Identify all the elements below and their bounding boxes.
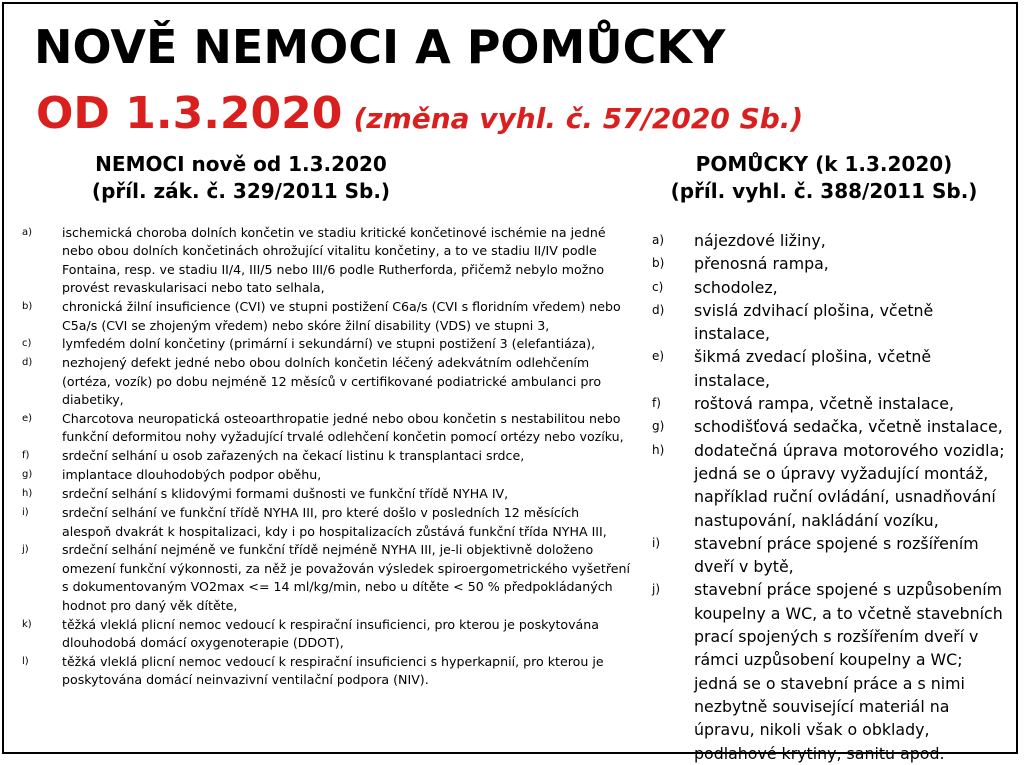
list-item-text: svislá zdvihací plošina, včetně instalace, xyxy=(694,300,934,344)
list-marker: d) xyxy=(22,357,33,369)
list-item xyxy=(22,298,632,335)
list-item-text: dodatečná úprava motorového vozidla; jedná se o úpravy vyžadující montáž, například ruční ovládání, usnadňování nastupování, nakládání vozíku, xyxy=(694,440,1005,530)
list-item-text: srdeční selhání nejméně ve funkční třídě nejméně NYHA III, je-li objektivně doloženo omezení funkční výkonnosti, za něž je považován výsledek spiroergometrického vyšetření s dokumentovaným VO2max <= 14 ml/kg/min, nebo u dítěte < 50 % předpokládaných hodnot pro daný věk dítěte, xyxy=(62,542,630,613)
list-item xyxy=(22,485,632,503)
list-item xyxy=(22,616,632,653)
list-item xyxy=(652,578,1007,764)
list-item-text: Charcotova neuropatická osteoarthropatie jedné nebo obou končetin s nestabilitou nebo funkční deformitou nohy vyžadující trvalé odlehčení končetin pomocí ortézy nebo vozíku, xyxy=(62,411,624,445)
diseases-list xyxy=(22,224,632,690)
list-item-text: šikmá zvedací plošina, včetně instalace, xyxy=(694,347,932,390)
list-item-text: těžká vleklá plicní nemoc vedoucí k respirační insuficienci, pro kterou je poskytována dlouhodobá domácí oxygenoterapie (DDOT), xyxy=(62,616,599,650)
list-item xyxy=(652,229,1007,252)
list-marker: i) xyxy=(652,535,661,550)
list-marker: g) xyxy=(652,419,665,434)
list-marker: f) xyxy=(652,396,661,411)
list-marker: i) xyxy=(22,507,29,519)
aids-heading-line2: (příl. vyhl. č. 388/2011 Sb.) xyxy=(670,179,978,203)
list-marker: j) xyxy=(22,544,29,556)
list-item xyxy=(22,504,632,541)
aids-list xyxy=(652,229,1007,765)
list-item-text: srdeční selhání s klidovými formami dušnosti ve funkční třídě NYHA IV, xyxy=(62,486,509,502)
list-marker: c) xyxy=(22,338,32,350)
list-marker: b) xyxy=(22,301,33,313)
list-item-text: ischemická choroba dolních končetin ve stadiu kritické končetinové ischémie na jedné nebo obou dolních končetinách ohrožující vitalitu končetiny, a to ve stadiu II/IV podle Fontaina, resp. ve stadiu II/4, III/5 nebo III/6 podle Rutherforda, přičemž nebylo možno provést revaskularisaci nebo tato selhala, xyxy=(62,225,606,296)
list-marker: e) xyxy=(652,349,665,364)
list-item-text: lymfedém dolní končetiny (primární i sekundární) ve stupni postižení 3 (elefantiáza), xyxy=(62,336,596,352)
list-item xyxy=(22,541,632,615)
list-item-text: nájezdové ližiny, xyxy=(694,231,826,250)
list-item xyxy=(652,252,1007,275)
list-marker: a) xyxy=(652,233,665,247)
list-item xyxy=(652,392,1007,415)
list-item xyxy=(22,410,632,447)
list-item xyxy=(652,345,1007,392)
diseases-heading-line1: NEMOCI nově od 1.3.2020 xyxy=(95,152,387,176)
effective-date: OD 1.3.2020 xyxy=(36,88,343,139)
list-item xyxy=(652,532,1007,579)
aids-heading xyxy=(624,151,1024,205)
list-marker: h) xyxy=(22,488,33,500)
list-item-text: nezhojený defekt jedné nebo obou dolních končetin léčený adekvátním odlehčením (ortéza, vozík) po dobu nejméně 12 měsíců v certifikované podiatrické ambulanci pro diabetiky, xyxy=(62,355,602,408)
aids-heading-line1: POMŮCKY (k 1.3.2020) xyxy=(695,152,953,176)
list-item xyxy=(22,354,632,409)
list-item-text: chronická žilní insuficience (CVI) ve stupni postižení C6a/s (CVI s floridním vředem) nebo C5a/s (CVI se zhojeným vředem) nebo skóre žilní disability (VDS) ve stupni 3, xyxy=(62,299,621,333)
list-item xyxy=(22,466,632,484)
list-item xyxy=(652,439,1007,532)
list-item-text: schodolez, xyxy=(694,277,778,297)
slide-subtitle xyxy=(36,88,803,139)
list-marker: d) xyxy=(652,302,665,317)
list-item xyxy=(652,415,1007,438)
diseases-heading-line2: (příl. zák. č. 329/2011 Sb.) xyxy=(91,179,391,203)
list-marker: l) xyxy=(22,655,29,667)
list-marker: b) xyxy=(652,256,665,271)
amendment-reference: (změna vyhl. č. 57/2020 Sb.) xyxy=(353,102,804,135)
list-marker: h) xyxy=(652,442,665,457)
list-item xyxy=(652,299,1007,346)
list-marker: c) xyxy=(652,279,664,294)
list-marker: g) xyxy=(22,469,33,481)
list-item-text: implantace dlouhodobých podpor oběhu, xyxy=(62,467,322,483)
list-marker: k) xyxy=(22,618,32,630)
list-item-text: schodišťová sedačka, včetně instalace, xyxy=(694,417,1003,437)
slide-frame xyxy=(2,2,1018,763)
list-marker: a) xyxy=(22,227,33,238)
list-item-text: těžká vleklá plicní nemoc vedoucí k respirační insuficienci s hyperkapnií, pro kterou je poskytována domácí neinvazivní ventilační podpora (NIV). xyxy=(62,653,604,688)
list-marker: j) xyxy=(652,582,661,597)
list-item xyxy=(22,335,632,353)
list-item xyxy=(22,224,632,298)
slide-title: NOVĚ NEMOCI A POMŮCKY xyxy=(34,20,726,74)
list-item-text: srdeční selhání ve funkční třídě NYHA III, pro které došlo v posledních 12 měsících alespoň dvakrát k hospitalizaci, kdy i po hospitalizacích zůstává funkční třída NYHA III, xyxy=(62,505,607,539)
list-marker: e) xyxy=(22,413,33,425)
list-item xyxy=(652,276,1007,299)
list-item-text: stavební práce spojené s uzpůsobením koupelny a WC, a to včetně stavebních prací spojených s rozšířením dveří v rámci uzpůsobení koupelny a WC; jedná se o stavební práce a s nimi nezbytně související materiál na úpravu, nikoli však o obklady, podlahové krytiny, sanitu apod. xyxy=(694,580,1003,763)
list-item xyxy=(22,653,632,690)
list-item-text: stavební práce spojené s rozšířením dveří v bytě, xyxy=(694,533,979,577)
list-item-text: srdeční selhání u osob zařazených na čekací listinu k transplantaci srdce, xyxy=(62,448,525,464)
list-item xyxy=(22,447,632,465)
list-item-text: přenosná rampa, xyxy=(694,254,829,274)
list-item-text: roštová rampa, včetně instalace, xyxy=(694,394,954,414)
diseases-heading xyxy=(56,151,426,205)
list-marker: f) xyxy=(22,450,30,462)
